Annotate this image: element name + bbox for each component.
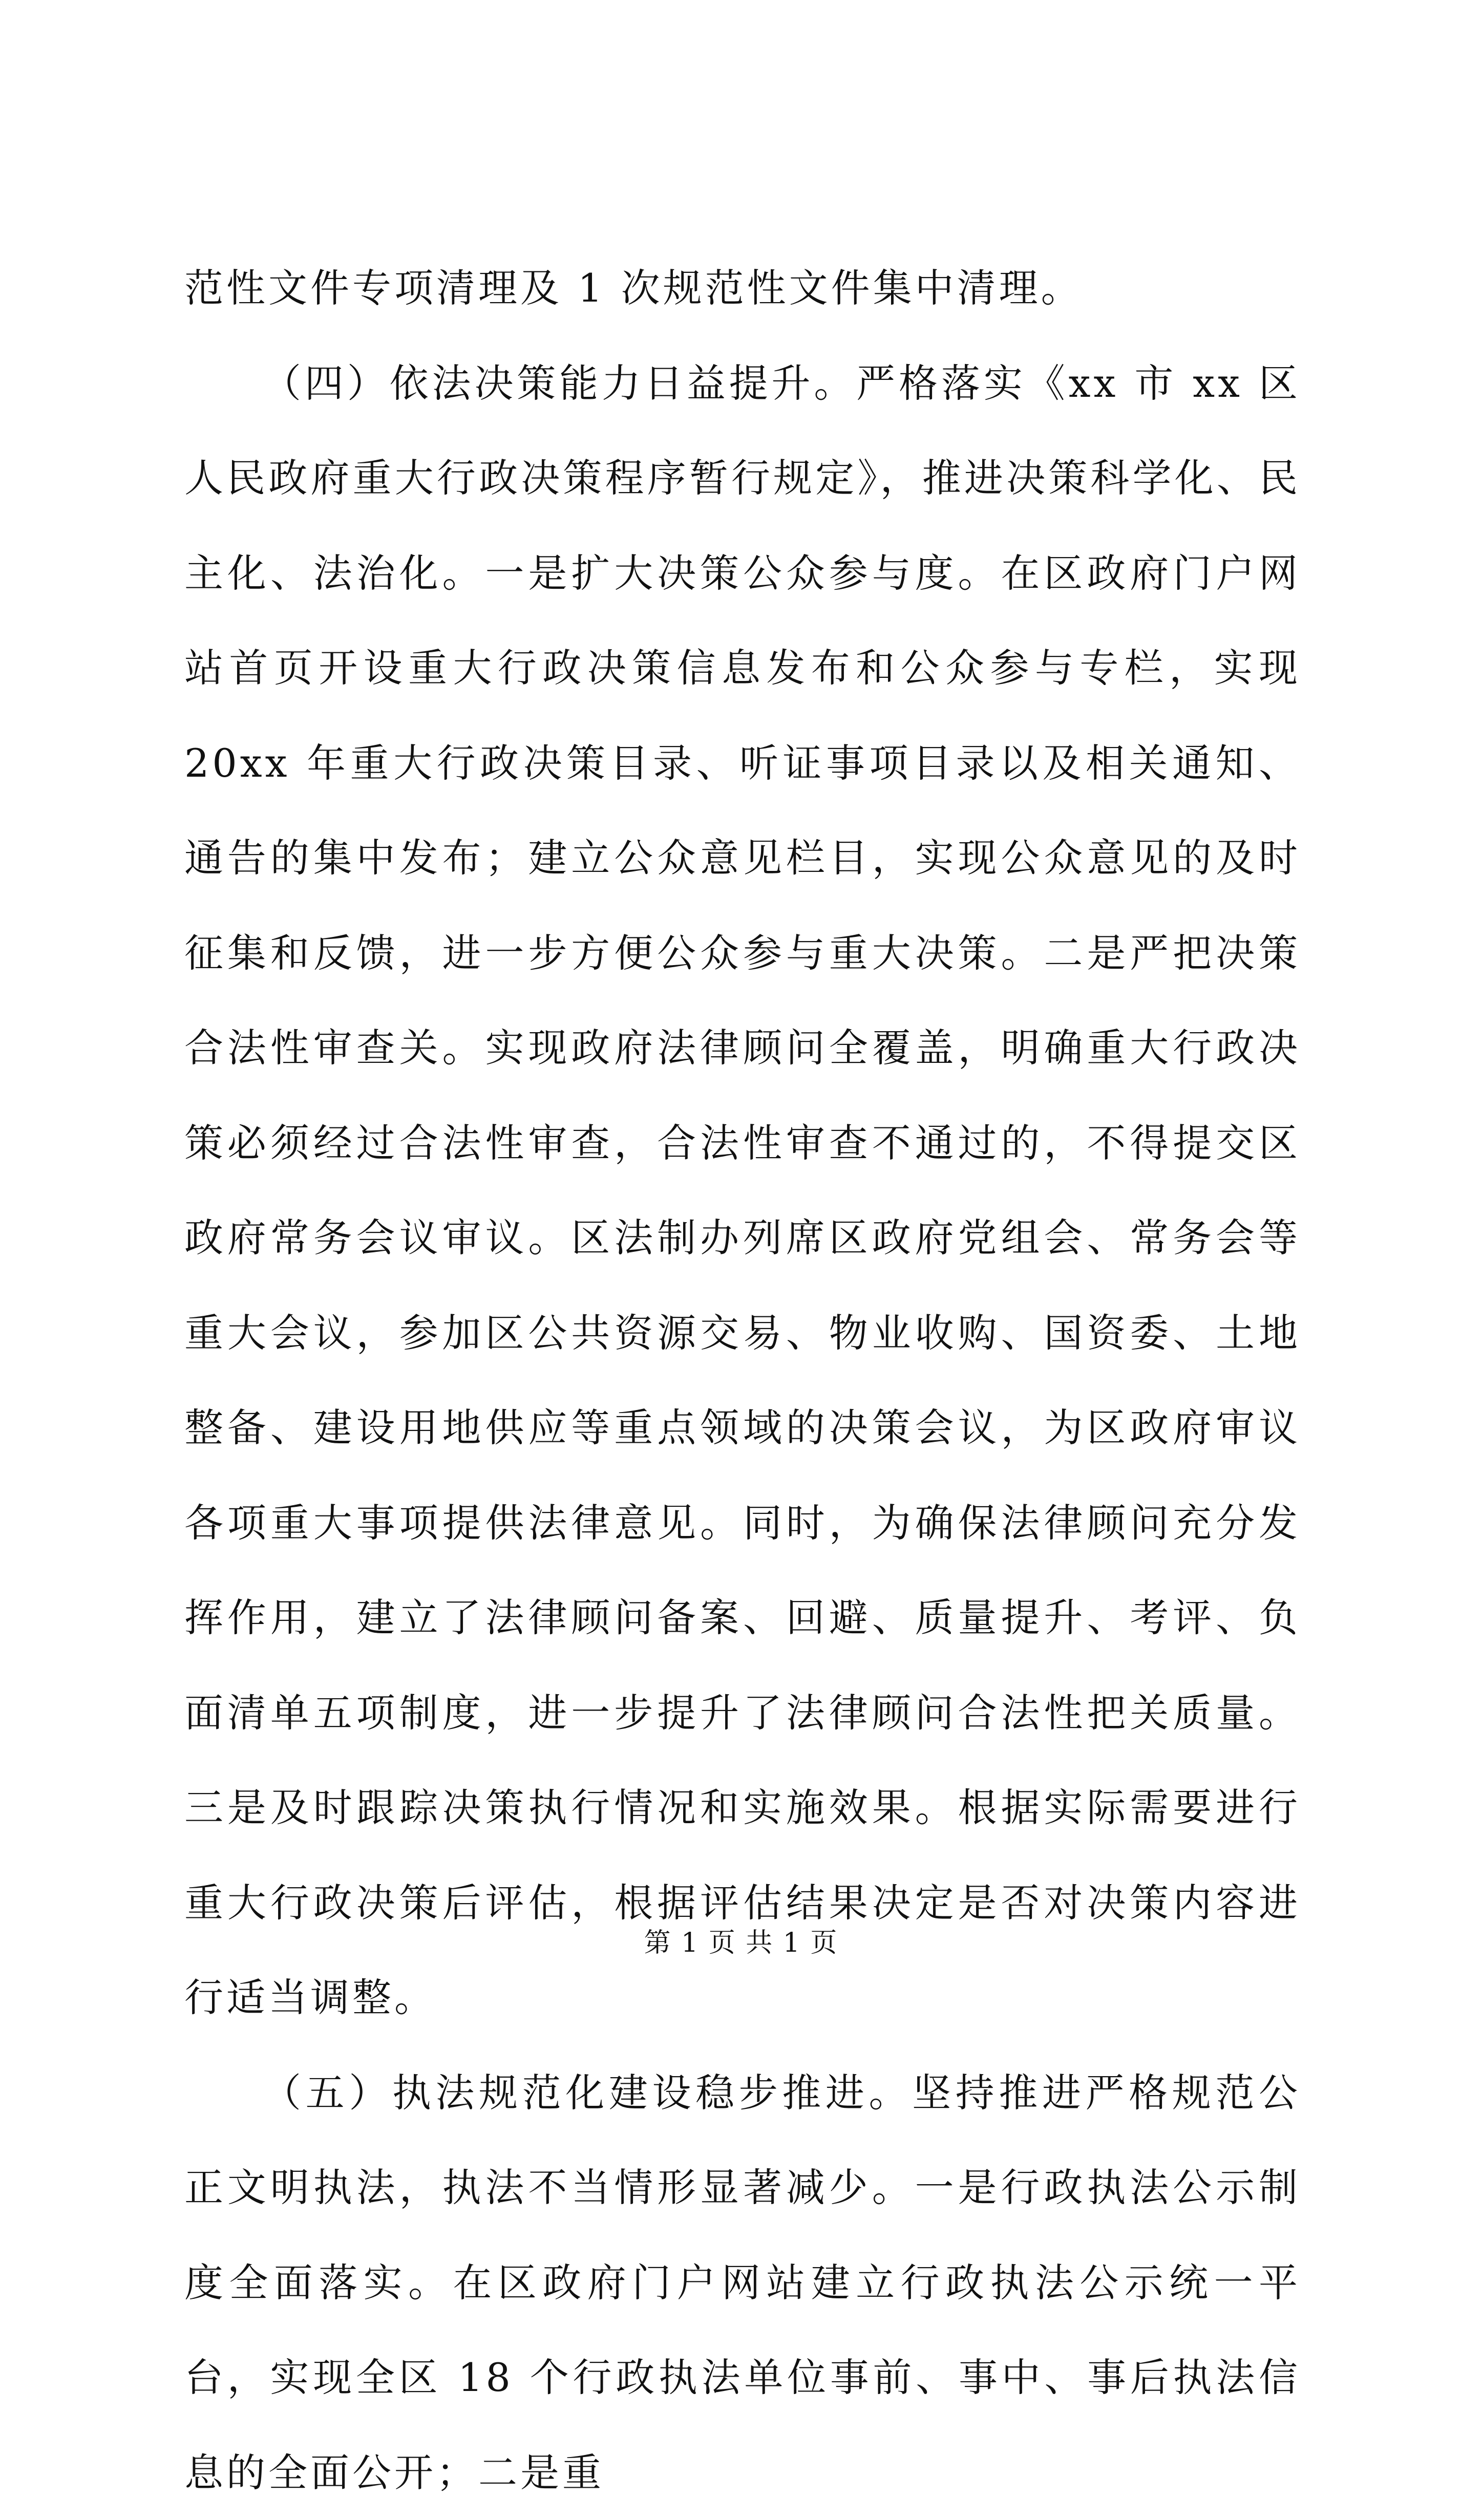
paragraph-section-four: （四）依法决策能力日益提升。严格落实《xx 市 xx 区人民政府重大行政决策程序暂行规定》，推进决策科学化、民主化、法治化。一是扩大决策公众参与度。在区政府门户网站首页开设重大行政决策信息发布和公众参与专栏，实现 20xx 年重大行政决策目录、听证事项目录以及相关通知、通告的集中发布；建立公众意见栏目，实现公众意见的及时征集和反馈，进一步方便公众参与重大决策。二是严把决策合法性审查关。实现政府法律顾问全覆盖，明确重大行政决策必须经过合法性审查，合法性审查不通过的，不得提交区政府常务会议审议。区法制办列席区政府党组会、常务会等重大会议，参加区公共资源交易、物业收购、国资委、土地整备、建设用地供应等重点领域的决策会议，为区政府审议各项重大事项提供法律意见。同时，为确保法律顾问充分发挥作用，建立了法律顾问备案、回避、质量提升、考评、负面清单五项制度，进一步提升了法律顾问合法性把关质量。三是及时跟踪决策执行情况和实施效果。根据实际需要进行重大行政决策后评估，根据评估结果决定是否对决策内容进行适当调整。 — [184, 336, 1301, 2045]
paragraph-continuation: 范性文件专项清理及 1 次规范性文件集中清理。 — [184, 241, 1301, 336]
paragraph-section-five: （五）执法规范化建设稳步推进。坚持推进严格规范公正文明执法，执法不当情形显著减少。一是行政执法公示制度全面落实。在区政府门户网站建立行政执法公示统一平台，实现全区 18 个行政执法单位事前、事中、事后执法信息的全面公开；二是重 — [184, 2045, 1301, 2520]
document-body — [184, 241, 1301, 2520]
page-footer: 第 1 页 共 1 页 — [0, 1925, 1482, 1961]
